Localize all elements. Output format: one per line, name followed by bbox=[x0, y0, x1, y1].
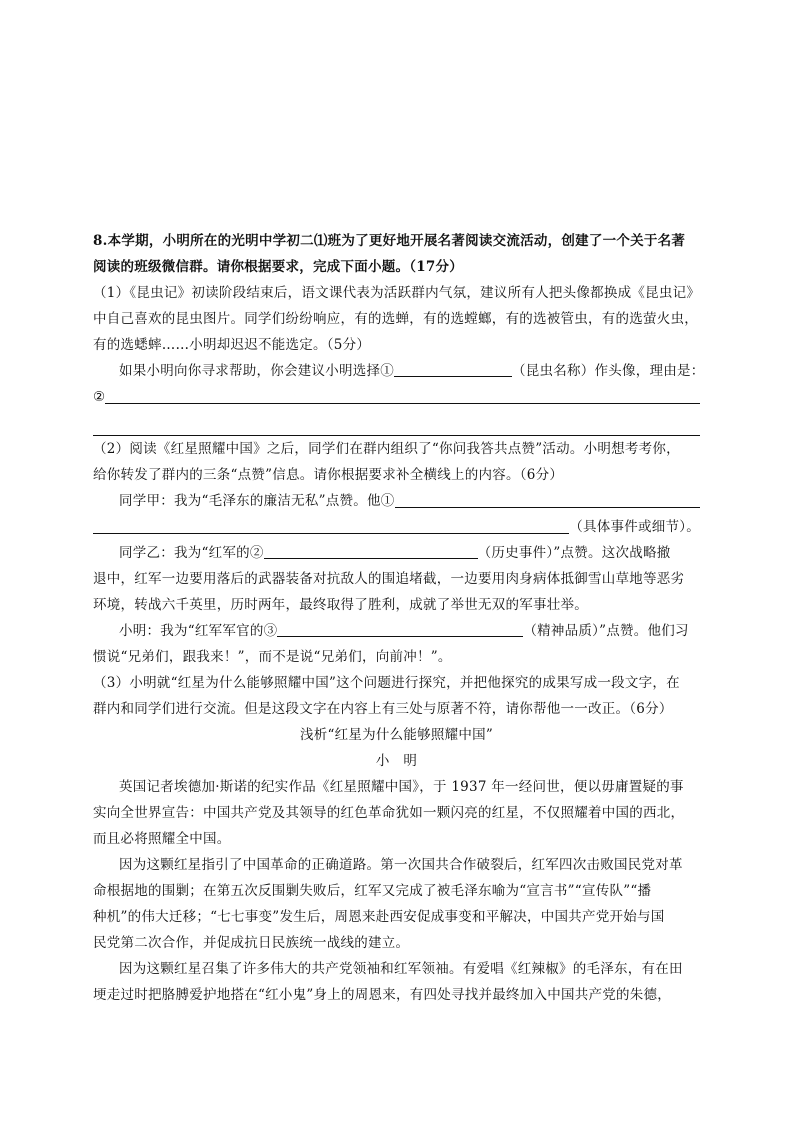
essay-paragraph-line: 因为这颗红星召集了许多伟大的共产党领袖和红军领袖。有爱唱《红辣椒》的毛泽东，有在田 bbox=[119, 961, 683, 977]
answer-line-2 bbox=[93, 384, 700, 410]
essay-author: 小 明 bbox=[375, 753, 418, 769]
essay-paragraph-line: 种机”的伟大迁移；“七七事变”发生后，周恩来赴西安促成事变和平解决，中国共产党开始与国 bbox=[93, 909, 665, 925]
student-ming-line bbox=[93, 618, 700, 644]
student-yi-text-line: 环境，转战六千英里，历时两年，最终取得了胜利，成就了举世无双的军事壮举。 bbox=[93, 597, 588, 613]
essay-paragraph-line: 民党第二次合作，并促成抗日民族统一战线的建立。 bbox=[93, 935, 410, 951]
part2-text-line: （2）阅读《红星照耀中国》之后，同学们在群内组织了“你问我答共点赞”活动。小明想考考你， bbox=[93, 441, 680, 457]
answer-blank-jia-continued[interactable] bbox=[93, 517, 569, 534]
exam-page bbox=[93, 228, 705, 1008]
part3-text-line: （3）小明就“红星为什么能够照耀中国”这个问题进行探究，并把他探究的成果写成一段文字，在 bbox=[93, 675, 680, 691]
part1-text-line: 有的选蟋蟀……小明却迟迟不能选定。（5分） bbox=[93, 337, 371, 353]
answer-blank-yi[interactable] bbox=[264, 543, 478, 559]
answer-blank-2[interactable] bbox=[105, 387, 700, 404]
essay-paragraph-line: 实向全世界宣告：中国共产党及其领导的红色革命犹如一颗闪亮的红星，不仅照耀着中国的西北， bbox=[93, 805, 685, 821]
answer-blank-2-continued[interactable] bbox=[93, 410, 700, 436]
student-yi-line bbox=[93, 540, 700, 566]
essay-paragraph-line: 英国记者埃德加·斯诺的纪实作品《红星照耀中国》，于 1937 年一经问世，便以毋庸置疑的事 bbox=[119, 779, 684, 795]
essay-title: 浅析“红星为什么能够照耀中国” bbox=[299, 727, 494, 743]
student-jia-line-2 bbox=[93, 514, 700, 540]
part2-text-line: 给你转发了群内的三条“点赞”信息。请你根据要求补全横线上的内容。（6分） bbox=[93, 467, 564, 483]
answer-blank-ming[interactable] bbox=[277, 621, 523, 637]
essay-paragraph-line: 因为这颗红星指引了中国革命的正确道路。第一次国共合作破裂后，红军四次击败国民党对革 bbox=[119, 857, 683, 873]
yi-start: 同学乙：我为“红军的② bbox=[119, 545, 264, 561]
answer-blank-jia[interactable] bbox=[395, 491, 700, 508]
essay-paragraph-line: 而且必将照耀全中国。 bbox=[93, 831, 231, 847]
essay-paragraph-line: 埂走过时把胳膊爱护地搭在“红小鬼”身上的周恩来，有四处寻找并最终加入中国共产党的朱德， bbox=[93, 987, 672, 1003]
question-header-line: 8.本学期，小明所在的光明中学初二⑴班为了更好地开展名著阅读交流活动，创建了一个关于名著 bbox=[93, 233, 686, 249]
ming-end: （精神品质）”点赞。他们习 bbox=[523, 623, 689, 639]
part1-text-line: （1）《昆虫记》初读阶段结束后，语文课代表为活跃群内气氛，建议所有人把头像都换成《昆虫记》 bbox=[93, 285, 701, 301]
part1-text-line: 中自己喜欢的昆虫图片。同学们纷纷响应，有的选蝉，有的选螳螂，有的选被管虫，有的选萤火虫， bbox=[93, 311, 698, 327]
blank-marker-2: ② bbox=[93, 389, 106, 405]
student-yi-text-line: 退中，红军一边要用落后的武器装备对抗敌人的围追堵截，一边要用肉身病体抵御雪山草地等恶劣 bbox=[93, 571, 685, 587]
prompt-end: ： bbox=[690, 363, 705, 379]
essay-paragraph-line: 命根据地的围剿；在第五次反围剿失败后，红军又完成了被毛泽东喻为“宣言书”“宣传队”“播 bbox=[93, 883, 652, 899]
ming-start: 小明：我为“红军军官的③ bbox=[119, 623, 278, 639]
question-header-line: 阅读的班级微信群。请你根据要求，完成下面小题。（17分） bbox=[93, 259, 464, 275]
answer-blank-1[interactable] bbox=[394, 361, 512, 377]
part1-prompt-line bbox=[93, 358, 705, 384]
prompt-mid: （昆虫名称）作头像，理由是 bbox=[512, 363, 691, 379]
prompt-start: 如果小明向你寻求帮助，你会建议小明选择① bbox=[119, 363, 394, 379]
student-jia-line bbox=[93, 488, 700, 514]
student-ming-text-line: 惯说“兄弟们，跟我来！”，而不是说“兄弟们，向前冲！”。 bbox=[93, 649, 452, 665]
part3-text-line: 群内和同学们进行交流。但是这段文字在内容上有三处与原著不符，请你帮他一一改正。（6分） bbox=[93, 701, 673, 717]
jia-end: （具体事件或细节）。 bbox=[569, 519, 700, 535]
jia-start: 同学甲：我为“毛泽东的廉洁无私”点赞。他① bbox=[119, 493, 395, 509]
yi-end: （历史事件）”点赞。这次战略撤 bbox=[477, 545, 671, 561]
